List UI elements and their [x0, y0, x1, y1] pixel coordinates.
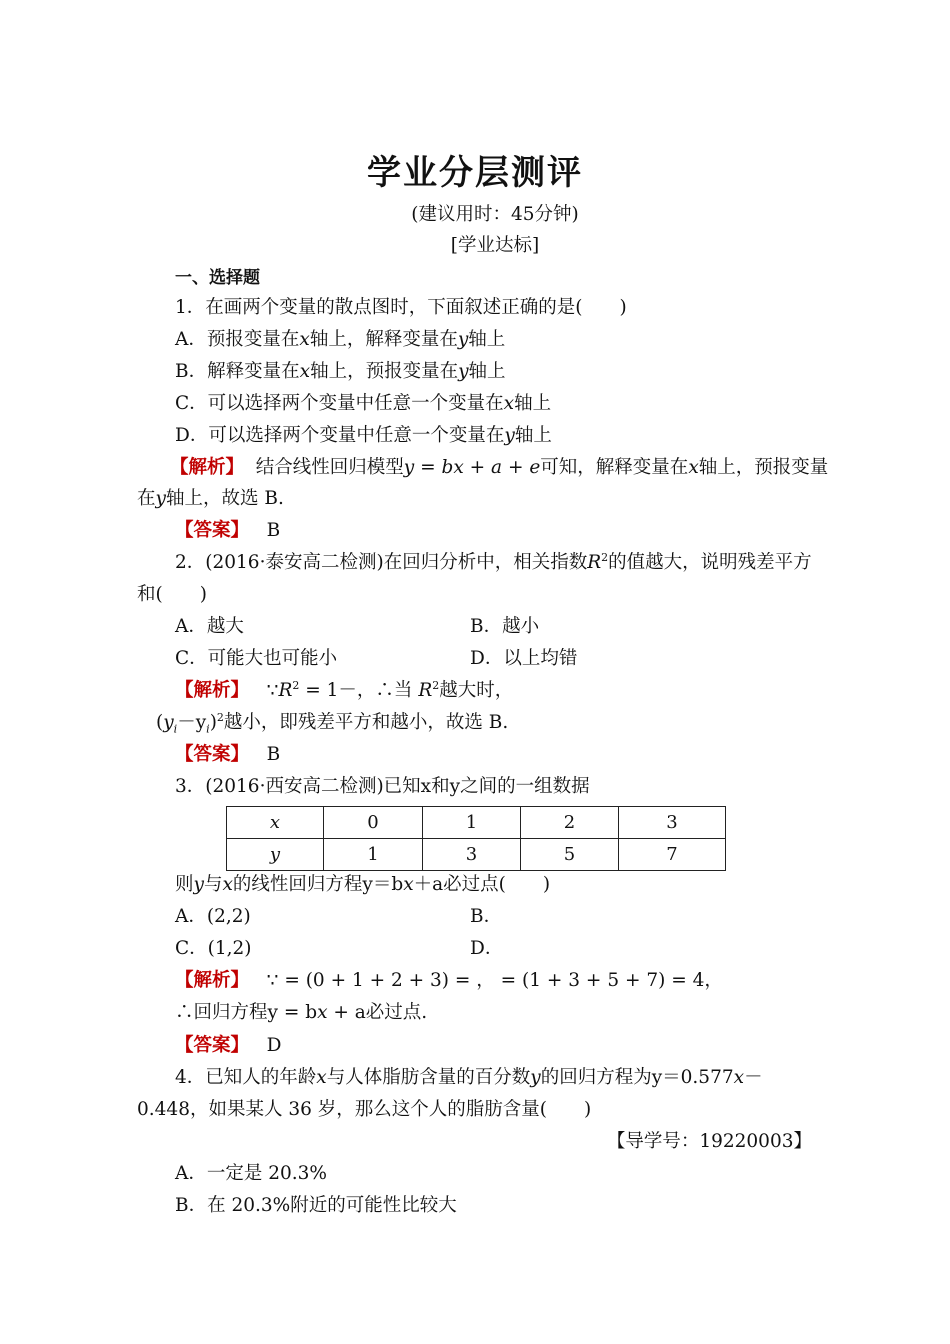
page-title: 学业分层测评	[367, 153, 583, 193]
question-3-stem-cont: 则y与x的线性回归方程y＝bx＋a必过点( )	[175, 874, 551, 895]
question-1-analysis-cont: 在y轴上，故选 B.	[137, 488, 284, 509]
table-row	[227, 839, 726, 871]
question-2-option-c: C．可能大也可能小	[175, 648, 338, 669]
question-3-analysis-cont: ∴回归方程y = bx + a必过点.	[175, 1002, 428, 1023]
table-cell: 5	[521, 839, 619, 871]
question-3-answer: 【答案】 D	[175, 1035, 282, 1056]
question-1-option-b: B．解释变量在x轴上，预报变量在y轴上	[175, 361, 506, 382]
question-2-option-d: D．以上均错	[470, 648, 578, 669]
time-note: (建议用时：45分钟)	[411, 204, 579, 225]
answer-tag: 【答案】	[175, 520, 250, 541]
question-3-option-a: A．(2,2)	[175, 906, 251, 927]
question-1-option-c: C．可以选择两个变量中任意一个变量在x轴上	[175, 393, 552, 414]
data-table	[226, 806, 726, 871]
question-4-option-a: A．一定是 20.3%	[175, 1163, 328, 1184]
question-2-option-a: A．越大	[175, 616, 244, 637]
question-1-option-d: D．可以选择两个变量中任意一个变量在y轴上	[175, 425, 552, 446]
table-cell: 3	[423, 839, 521, 871]
part-heading: 一、选择题	[175, 268, 260, 288]
table-cell: 1	[324, 839, 423, 871]
question-3-option-b: B．	[470, 906, 503, 927]
section-heading: [学业达标]	[450, 235, 540, 256]
table-cell: 7	[619, 839, 726, 871]
question-2-stem: 2．(2016·泰安高二检测)在回归分析中，相关指数$R^2$的值越大，说明残差平方	[175, 550, 812, 573]
question-4-option-b: B．在 20.3%附近的可能性比较大	[175, 1195, 457, 1216]
question-1-analysis: 【解析】 结合线性回归模型y = bx + a + e可知，解释变量在x轴上，预报变量	[170, 457, 829, 478]
guide-number: 【导学号：19220003】	[606, 1131, 812, 1152]
question-3-option-c: C．(1,2)	[175, 938, 252, 959]
question-3-stem: 3．(2016·西安高二检测)已知x和y之间的一组数据	[175, 776, 590, 797]
table-cell: y	[227, 839, 324, 871]
question-2-stem-cont: 和( )	[137, 584, 207, 605]
table-row	[227, 807, 726, 839]
question-4-stem-cont: 0.448，如果某人 36 岁，那么这个人的脂肪含量( )	[137, 1099, 592, 1120]
question-1-answer: 【答案】 B	[175, 520, 281, 541]
question-3-analysis: 【解析】 ∵ = (0 + 1 + 2 + 3) = ， = (1 + 3 + 5 + 7) = 4，	[175, 970, 723, 991]
question-1-stem: 1．在画两个变量的散点图时，下面叙述正确的是( )	[175, 297, 627, 318]
question-2-analysis: 【解析】 $\because R^2 = 1-$，∴当 $R^2$越大时，	[175, 678, 514, 701]
table-cell: x	[227, 807, 324, 839]
analysis-tag: 【解析】	[170, 457, 245, 478]
question-2-analysis-cont: $(y_i-y_i)^2$越小，即残差平方和越小，故选 B.	[156, 710, 509, 736]
question-4-stem: 4．已知人的年龄x与人体脂肪含量的百分数y的回归方程为y＝0.577x－	[175, 1067, 763, 1088]
table-cell: 2	[521, 807, 619, 839]
table-cell: 1	[423, 807, 521, 839]
question-1-option-a: A．预报变量在x轴上，解释变量在y轴上	[175, 329, 506, 350]
question-2-option-b: B．越小	[470, 616, 540, 637]
table-cell: 0	[324, 807, 423, 839]
table-cell: 3	[619, 807, 726, 839]
question-2-answer: 【答案】 B	[175, 744, 281, 765]
question-3-option-d: D．	[470, 938, 504, 959]
